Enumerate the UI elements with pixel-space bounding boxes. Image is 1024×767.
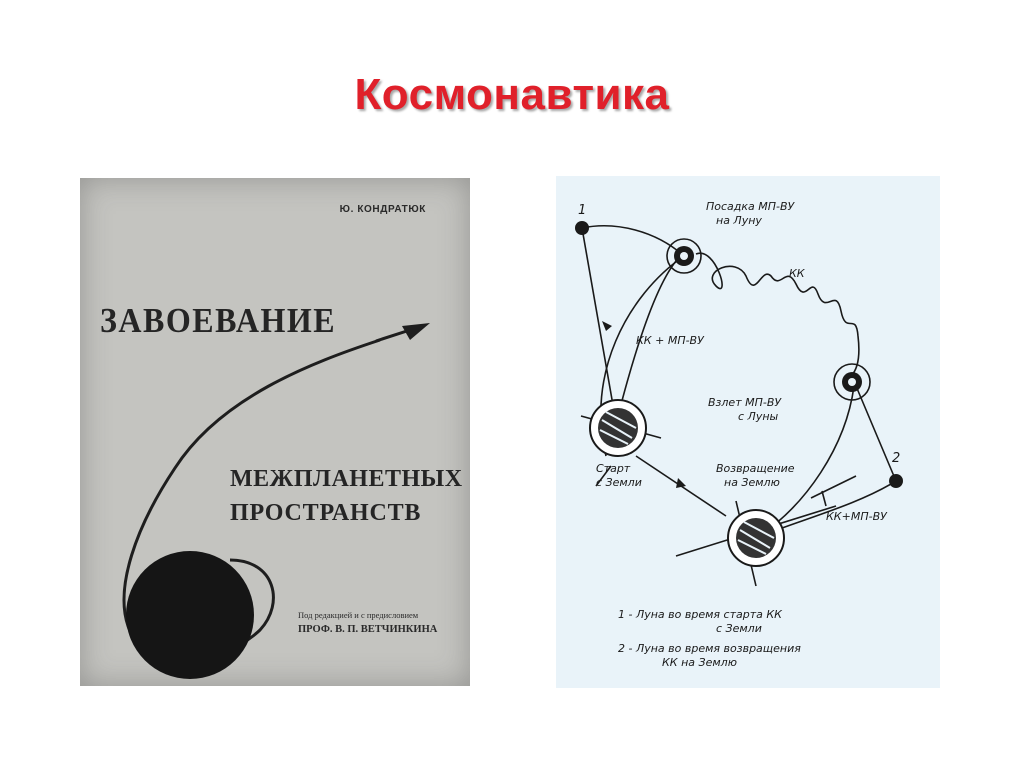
book-author: Ю. КОНДРАТЮК bbox=[339, 204, 426, 215]
kk-mpvu-upper-label: КК + МП-ВУ bbox=[636, 334, 704, 347]
landing-label-line2: на Луну bbox=[716, 214, 762, 227]
line-moon1-earth bbox=[582, 228, 614, 411]
moon1-marker bbox=[575, 221, 589, 235]
legend1-line1: 1 - Луна во время старта КК bbox=[618, 608, 782, 621]
earth-start-marker bbox=[590, 400, 646, 456]
moon-landing-marker bbox=[667, 239, 701, 273]
earth-disc bbox=[126, 551, 254, 679]
book-cover-image bbox=[80, 178, 470, 686]
takeoff-label-line2: с Луны bbox=[738, 410, 779, 423]
legend2-line1: 2 - Луна во время возвращения bbox=[618, 642, 801, 655]
spiral-path bbox=[696, 253, 859, 376]
slide-title: Космонавтика bbox=[354, 70, 670, 119]
takeoff-label-line1: Взлет МП-ВУ bbox=[708, 396, 782, 409]
book-title-line2: МЕЖПЛАНЕТНЫХ bbox=[230, 466, 463, 492]
start-label-line1: Старт bbox=[596, 462, 631, 475]
moon1-label: 1 bbox=[578, 203, 587, 218]
legend1-line2: с Земли bbox=[716, 622, 762, 635]
earth-return-marker bbox=[728, 510, 784, 566]
return-label-line2: на Землю bbox=[724, 476, 780, 489]
book-editor-line1: Под редакцией и с предисловием bbox=[298, 610, 419, 620]
moon2-label: 2 bbox=[892, 451, 901, 466]
legend2-line2: КК на Землю bbox=[662, 656, 737, 669]
trajectory-diagram-image bbox=[556, 176, 940, 688]
book-title-line1: ЗАВОЕВАНИЕ bbox=[100, 300, 337, 340]
kk-mpvu-lower-label: КК+МП-ВУ bbox=[826, 510, 887, 523]
line-moon1-landing bbox=[582, 226, 684, 256]
line-takeoff-moon2 bbox=[856, 386, 896, 481]
return-label-line1: Возвращение bbox=[716, 462, 795, 475]
kk-label: КК bbox=[789, 267, 805, 280]
book-title-line3: ПРОСТРАНСТВ bbox=[230, 500, 422, 526]
book-editor-line2: ПРОФ. В. П. ВЕТЧИНКИНА bbox=[298, 624, 438, 635]
landing-label-line1: Посадка МП-ВУ bbox=[706, 200, 795, 213]
moon2-marker bbox=[889, 474, 903, 488]
start-label-line2: с Земли bbox=[596, 476, 642, 489]
